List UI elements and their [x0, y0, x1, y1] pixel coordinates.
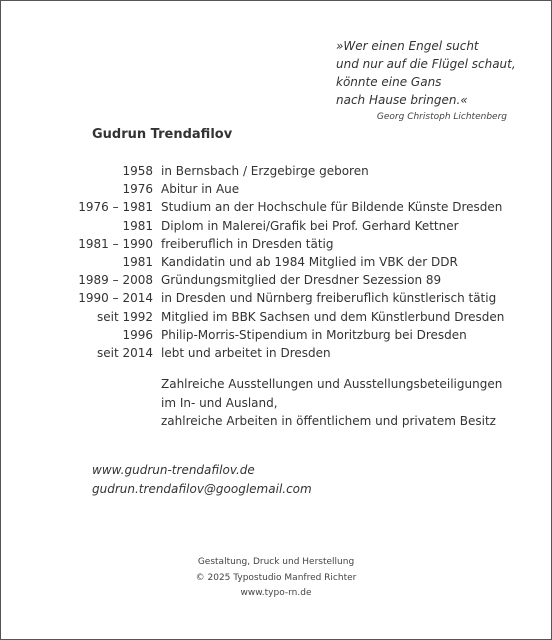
colophon: [0, 555, 552, 602]
bio-text: Abitur in Aue: [161, 182, 240, 197]
bio-year: 1958: [122, 164, 153, 179]
bio-row: [0, 198, 552, 216]
quote-line: könnte eine Gans: [336, 75, 442, 89]
bio-row: [0, 180, 552, 198]
colophon-line: Gestaltung, Druck und Herstellung: [197, 557, 355, 567]
summary-line: zahlreiche Arbeiten in öffentlichem und privatem Besitz: [161, 414, 496, 428]
bio-text: Kandidatin und ab 1984 Mitglied im VBK der DDR: [161, 255, 458, 270]
bio-row: [0, 289, 552, 307]
quote-line: nach Hause bringen.«: [336, 93, 468, 107]
email-link[interactable]: gudrun.trendafilov@googlemail.com: [92, 481, 312, 496]
bio-row: [0, 271, 552, 289]
bio-year: 1996: [122, 327, 153, 342]
bio-year: 1989 – 2008: [78, 273, 153, 288]
biography-list: [0, 162, 552, 362]
bio-text: in Dresden und Nürnberg freiberuflich künstlerisch tätig: [161, 291, 497, 306]
bio-text: Studium an der Hochschule für Bildende Künste Dresden: [161, 200, 503, 215]
bio-text: Gründungsmitglied der Dresdner Sezession 89: [161, 273, 442, 288]
quote-line: »Wer einen Engel sucht: [336, 39, 479, 53]
bio-row: [0, 217, 552, 235]
bio-year: 1981: [122, 218, 153, 233]
contact-links: [92, 461, 312, 498]
summary-line: im In- und Ausland,: [161, 395, 278, 410]
summary-line: Zahlreiche Ausstellungen und Ausstellungsbeteiligungen: [161, 377, 503, 391]
bio-year: 1981: [122, 255, 153, 270]
artist-name: Gudrun Trendafilov: [92, 127, 233, 142]
bio-row: [0, 235, 552, 253]
quote-line: und nur auf die Flügel schaut,: [336, 57, 516, 71]
bio-text: Philip-Morris-Stipendium in Moritzburg bei Dresden: [161, 327, 467, 342]
bio-row: [0, 344, 552, 362]
bio-year: seit 1992: [96, 309, 153, 324]
colophon-website[interactable]: www.typo-rn.de: [240, 588, 312, 598]
bio-year: 1976: [122, 182, 153, 197]
bio-row: [0, 308, 552, 326]
bio-text: lebt und arbeitet in Dresden: [161, 345, 331, 360]
bio-row: [0, 162, 552, 180]
exhibitions-summary: [161, 375, 502, 431]
bio-year: 1981 – 1990: [78, 236, 153, 251]
bio-year: 1990 – 2014: [78, 291, 153, 306]
epigraph-quote: [336, 37, 516, 109]
quote-author: Georg Christoph Lichtenberg: [376, 112, 507, 122]
bio-text: in Bernsbach / Erzgebirge geboren: [161, 164, 369, 179]
bio-text: freiberuflich in Dresden tätig: [161, 236, 334, 251]
bio-row: [0, 253, 552, 271]
bio-text: Mitglied im BBK Sachsen und dem Künstlerbund Dresden: [161, 309, 505, 324]
bio-text: Diplom in Malerei/Grafik bei Prof. Gerhard Kettner: [161, 218, 459, 233]
website-link[interactable]: www.gudrun-trendafilov.de: [92, 463, 255, 477]
bio-row: [0, 326, 552, 344]
bio-year: seit 2014: [96, 345, 153, 360]
bio-year: 1976 – 1981: [78, 200, 153, 215]
colophon-line: © 2025 Typostudio Manfred Richter: [195, 572, 357, 583]
